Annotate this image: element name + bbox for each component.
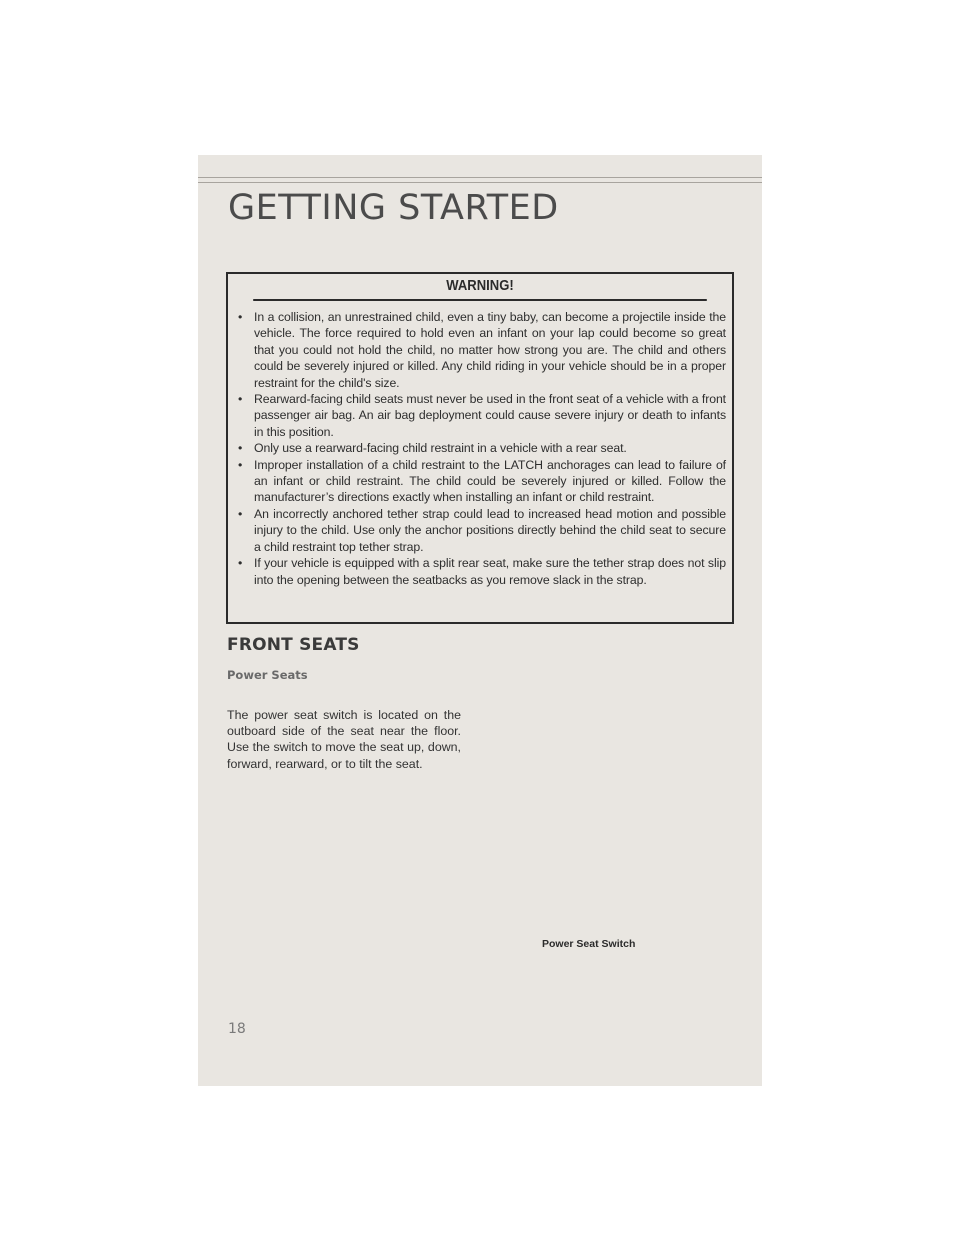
warning-item-text: In a collision, an unrestrained child, even a tiny baby, can become a projectile inside the vehicle. The force required to hold even an infant on your lap could become so great that you could not hold the child, no matter how strong you are. The child and others could be severely injured or killed. Any child riding in your vehicle should be in a proper restraint for the child's size. (254, 310, 726, 390)
page-number: 18 (228, 1021, 246, 1037)
warning-item-text: Only use a rearward-facing child restraint in a vehicle with a rear seat. (254, 441, 627, 456)
bullet-icon: • (238, 310, 243, 324)
header-rule-secondary (198, 182, 762, 183)
bullet-icon: • (238, 556, 243, 571)
warning-item (236, 391, 726, 440)
manual-page (198, 155, 762, 1086)
warning-item (236, 457, 726, 506)
figure-caption: Power Seat Switch (542, 938, 636, 950)
warning-box (226, 272, 734, 624)
bullet-icon: • (238, 457, 243, 472)
bullet-icon: • (238, 441, 243, 456)
warning-item (236, 506, 726, 555)
power-seats-subheading: Power Seats (227, 668, 308, 682)
warning-list (228, 301, 732, 588)
warning-item (236, 555, 726, 588)
front-seats-heading: FRONT SEATS (227, 635, 360, 655)
power-seats-body: The power seat switch is located on the outboard side of the seat near the floor. Use the switch to move the seat up, down, forward, rearward, or to tilt the seat. (227, 708, 461, 771)
warning-item-text: Rearward-facing child seats must never be used in the front seat of a vehicle with a front passenger air bag. An air bag deployment could cause severe injury or death to infants in this position. (254, 392, 726, 439)
warning-item-text: Improper installation of a child restraint to the LATCH anchorages can lead to failure of an infant or child restraint. The child could be severely injured or killed. Follow the manufacturer’s directions exactly when installing an infant or child restraint. (254, 457, 726, 505)
warning-item-text: If your vehicle is equipped with a split rear seat, make sure the tether strap does not slip into the opening between the seatbacks as you remove slack in the strap. (254, 556, 726, 587)
warning-title: WARNING! (253, 274, 707, 301)
warning-item (236, 309, 726, 391)
warning-item (236, 440, 726, 456)
bullet-icon: • (238, 392, 243, 407)
bullet-icon: • (238, 506, 243, 521)
section-title: GETTING STARTED (228, 188, 559, 228)
warning-item-text: An incorrectly anchored tether strap could lead to increased head motion and possible injury to the child. Use only the anchor positions directly behind the child seat to secure a child restraint top tether strap. (254, 506, 726, 554)
header-rule (198, 177, 762, 178)
